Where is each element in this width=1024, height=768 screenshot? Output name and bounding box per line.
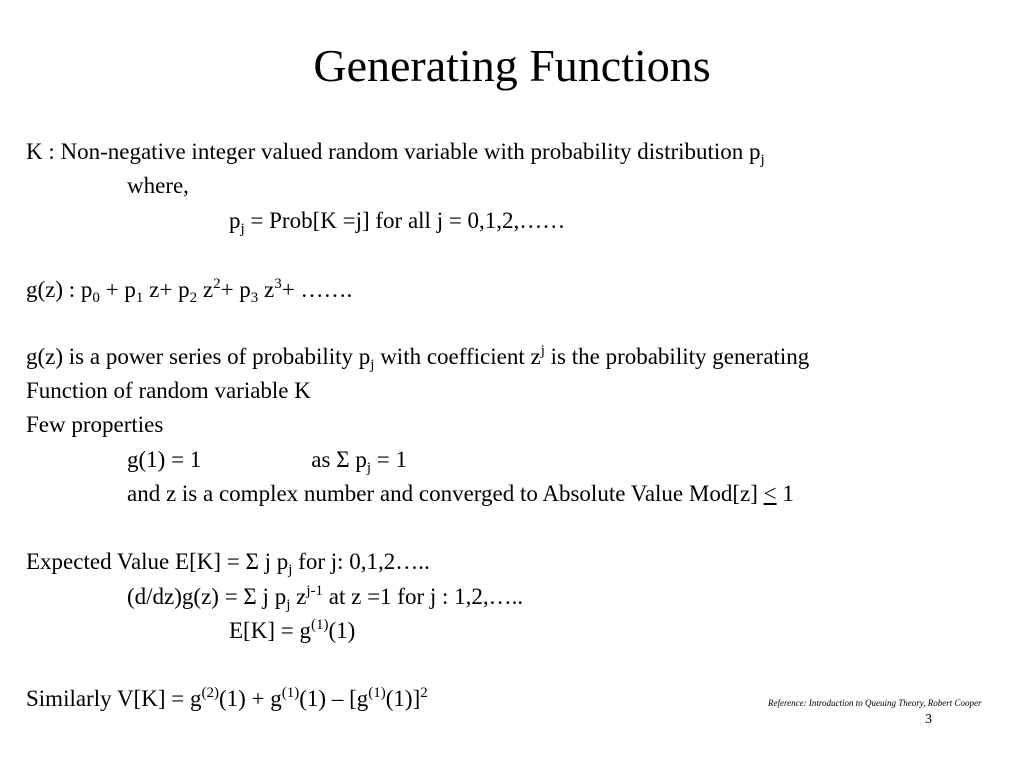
ek-text: E[K] = g — [229, 618, 311, 643]
definition-text: K : Non-negative integer valued random variable with probability distribution p — [26, 139, 761, 164]
derivative-text: (d/dz)g(z) = Σ j p — [127, 584, 287, 609]
expected-value-line — [26, 548, 430, 576]
ek-superscript: (1) — [310, 617, 329, 633]
gz-subscript: 2 — [189, 290, 198, 306]
less-equal-symbol: < — [763, 481, 777, 506]
power-series-text: with coefficient z — [374, 344, 541, 369]
gz-term: z — [197, 277, 214, 302]
variance-text: (1) + g — [218, 686, 282, 711]
variance-text: (1) – [g — [299, 686, 369, 711]
pj-symbol: p — [229, 208, 241, 233]
derivative-text: z — [290, 584, 307, 609]
few-properties-heading: Few properties — [26, 412, 164, 437]
property-1-line — [127, 446, 407, 474]
gz-term: + p — [99, 277, 136, 302]
property-1-subscript: j — [366, 460, 372, 476]
variance-superscript: (1) — [281, 685, 300, 701]
power-series-text: is the probability generating — [544, 344, 810, 369]
reference-note: Reference: Introduction to Queuing Theory, Robert Cooper — [768, 698, 982, 708]
variance-text: (1)] — [385, 686, 421, 711]
power-series-text: g(z) is a power series of probability p — [26, 344, 371, 369]
variance-superscript: 2 — [420, 685, 428, 701]
property-2-line — [127, 480, 794, 508]
gz-subscript: 3 — [250, 290, 259, 306]
ek-text: (1) — [328, 618, 356, 643]
property-1-text: = 1 — [371, 447, 407, 472]
definition-subscript: j — [760, 152, 765, 168]
gz-superscript: 2 — [213, 276, 221, 292]
variance-text: Similarly V[K] = g — [26, 686, 202, 711]
expected-value-subscript: j — [288, 562, 293, 578]
expected-value-text: Expected Value E[K] = Σ j p — [26, 549, 289, 574]
property-2-text: and z is a complex number and converged to Absolute Value Mod[z] — [127, 481, 764, 506]
gz-term: z — [258, 277, 275, 302]
power-series-line — [26, 343, 809, 371]
variance-superscript: (2) — [201, 685, 219, 701]
gz-term: g(z) : p — [26, 277, 93, 302]
ek-line — [229, 617, 355, 645]
variance-line — [26, 685, 428, 713]
derivative-superscript: j-1 — [306, 583, 324, 599]
pj-subscript: j — [240, 221, 245, 237]
property-1-equation: g(1) = 1 — [127, 447, 202, 472]
gz-subscript: 0 — [92, 290, 100, 306]
definition-line — [26, 138, 765, 166]
derivative-line — [127, 583, 523, 611]
gz-superscript: 3 — [274, 276, 282, 292]
power-series-subscript: j — [370, 357, 375, 373]
property-2-text: 1 — [776, 481, 794, 506]
gz-subscript: 1 — [135, 290, 144, 306]
gz-term: + p — [220, 277, 251, 302]
gz-term: z+ p — [143, 277, 190, 302]
slide-title: Generating Functions — [313, 40, 711, 91]
power-series-superscript: j — [540, 343, 545, 359]
where-line: where, — [127, 173, 189, 198]
derivative-text: at z =1 for j : 1,2,….. — [323, 584, 524, 609]
expected-value-text: for j: 0,1,2….. — [292, 549, 430, 574]
page-number: 3 — [925, 712, 932, 727]
gz-series-line — [26, 276, 352, 304]
pj-definition-text: = Prob[K =j] for all j = 0,1,2,…… — [244, 208, 566, 233]
property-1-text: as Σ p — [311, 447, 367, 472]
derivative-subscript: j — [286, 597, 291, 613]
variance-superscript: (1) — [368, 685, 386, 701]
function-line: Function of random variable K — [26, 378, 311, 403]
pj-definition-line — [229, 207, 565, 235]
gz-term: + ……. — [281, 277, 353, 302]
